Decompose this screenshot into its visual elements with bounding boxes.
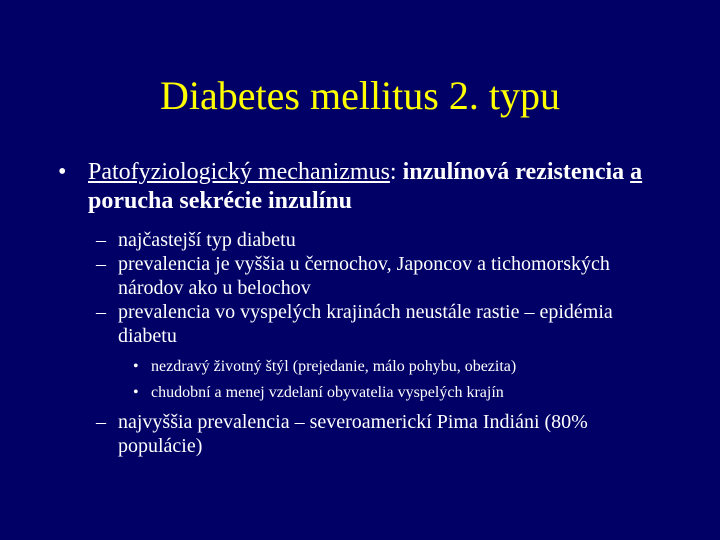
bold-part-1: inzulínová rezistencia (402, 159, 631, 185)
dot-marker: • (133, 358, 139, 375)
list-item-text: prevalencia je vyššia u černochov, Japoncov a tichomorských národov ako u belochov (118, 253, 610, 299)
sub-list-item (133, 356, 691, 378)
bullet-marker: • (58, 159, 67, 185)
sub-list-item (133, 382, 691, 404)
dash-marker: – (96, 253, 106, 275)
list-item (96, 300, 658, 348)
list-item-text: najčastejší typ diabetu (118, 229, 296, 251)
main-bullet (58, 158, 648, 216)
dot-marker: • (133, 384, 139, 401)
slide-title: Diabetes mellitus 2. typu (160, 73, 560, 118)
sub-list-item-text: chudobní a menej vzdelaní obyvatelia vyspelých krajín (151, 384, 504, 401)
dash-marker: – (96, 229, 106, 251)
bold-part-2: porucha sekrécie inzulínu (88, 188, 353, 214)
dash-marker: – (96, 301, 106, 323)
slide-content (0, 158, 720, 458)
sub-list-item-text: nezdravý životný štýl (prejedanie, málo pohybu, obezita) (151, 358, 517, 375)
list-item (96, 228, 658, 252)
list-item (96, 410, 658, 458)
list-item (96, 252, 658, 300)
list-item-text: najvyššia prevalencia – severoamerickí Pima Indiáni (80% populácie) (118, 411, 588, 457)
bold-underlined-a: a (630, 159, 643, 185)
list-item-text: prevalencia vo vyspelých krajinách neustále rastie – epidémia diabetu (118, 301, 613, 347)
mechanism-term: Patofyziologický mechanizmus (88, 159, 390, 185)
dash-marker: – (96, 411, 106, 433)
colon: : (389, 159, 403, 185)
